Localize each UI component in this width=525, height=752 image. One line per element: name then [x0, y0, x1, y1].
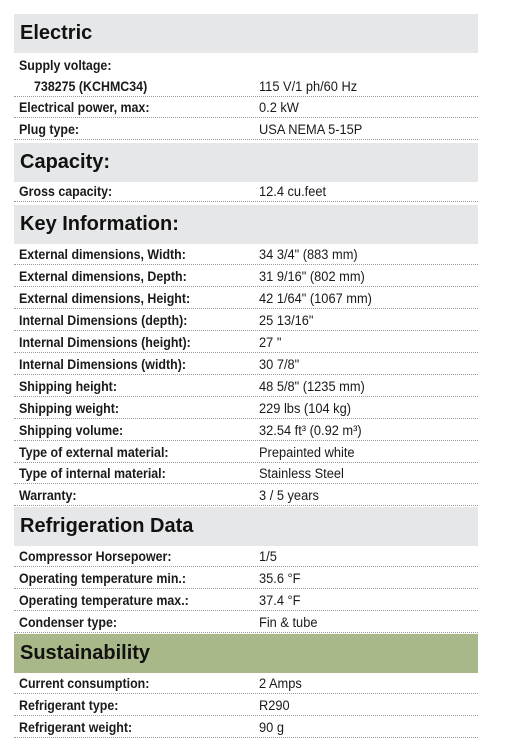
spec-row [14, 119, 478, 140]
spec-label: Refrigerant type: [19, 698, 119, 713]
spec-row [14, 463, 478, 484]
spec-row [14, 332, 478, 353]
spec-label: Electrical power, max: [19, 100, 150, 115]
spec-value: 1/5 [259, 549, 277, 564]
section-header-capacity [14, 143, 478, 182]
spec-value: Fin & tube [259, 615, 318, 630]
spec-label: Supply voltage: [19, 58, 112, 73]
spec-label: Operating temperature max.: [19, 593, 189, 608]
spec-label: Shipping weight: [19, 401, 120, 416]
spec-value: 90 g [259, 720, 284, 735]
spec-row [14, 546, 478, 567]
spec-label: 738275 (KCHMC34) [34, 79, 148, 94]
spec-value: 27 " [259, 335, 282, 350]
spec-row [14, 181, 478, 202]
section-title: Capacity: [20, 151, 111, 173]
spec-row [14, 398, 478, 419]
spec-value: 31 9/16" (802 mm) [259, 269, 365, 284]
spec-row [14, 590, 478, 611]
section-title: Key Information: [20, 213, 179, 235]
spec-label: Warranty: [19, 488, 77, 503]
spec-label: Type of external material: [19, 445, 169, 460]
spec-label: External dimensions, Width: [19, 247, 186, 262]
spec-row [14, 612, 478, 633]
spec-value: R290 [259, 698, 290, 713]
spec-row [14, 695, 478, 716]
spec-row [14, 717, 478, 738]
spec-label: Internal Dimensions (depth): [19, 313, 188, 328]
spec-value: 0.2 kW [259, 100, 299, 115]
spec-label: Gross capacity: [19, 184, 113, 199]
section-header-key-information [14, 205, 478, 244]
spec-value: 35.6 °F [259, 571, 301, 586]
spec-value: 34 3/4" (883 mm) [259, 247, 358, 262]
spec-label: External dimensions, Depth: [19, 269, 187, 284]
spec-row [14, 310, 478, 331]
spec-value: 32.54 ft³ (0.92 m³) [259, 423, 362, 438]
spec-label: Internal Dimensions (height): [19, 335, 191, 350]
spec-value: 42 1/64" (1067 mm) [259, 291, 372, 306]
spec-value: 229 lbs (104 kg) [259, 401, 351, 416]
spec-label: Condenser type: [19, 615, 118, 630]
section-header-sustainability [14, 634, 478, 673]
spec-row [14, 420, 478, 441]
spec-row [14, 485, 478, 506]
spec-label: Compressor Horsepower: [19, 549, 172, 564]
spec-row [14, 244, 478, 265]
spec-value: USA NEMA 5-15P [259, 122, 363, 137]
spec-value: 25 13/16" [259, 313, 314, 328]
spec-row [14, 55, 478, 76]
spec-value: Prepainted white [259, 445, 355, 460]
spec-row [14, 97, 478, 118]
spec-row [14, 266, 478, 287]
spec-row [14, 376, 478, 397]
spec-label: Shipping volume: [19, 423, 124, 438]
spec-row [14, 568, 478, 589]
spec-label: Current consumption: [19, 676, 150, 691]
spec-label: Operating temperature min.: [19, 571, 187, 586]
section-header-refrigeration [14, 507, 478, 546]
spec-row [14, 673, 478, 694]
spec-value: 115 V/1 ph/60 Hz [259, 79, 358, 94]
spec-value: 37.4 °F [259, 593, 301, 608]
section-title: Sustainability [20, 642, 151, 664]
spec-row [14, 442, 478, 463]
spec-value: 3 / 5 years [259, 488, 319, 503]
spec-row [14, 288, 478, 309]
spec-value: 2 Amps [259, 676, 302, 691]
spec-label: Type of internal material: [19, 466, 166, 481]
spec-value: 30 7/8" [259, 357, 300, 372]
spec-label: Shipping height: [19, 379, 117, 394]
section-header-electric [14, 14, 478, 53]
spec-label: Refrigerant weight: [19, 720, 133, 735]
section-title: Refrigeration Data [20, 515, 194, 537]
spec-label: Plug type: [19, 122, 80, 137]
spec-label: External dimensions, Height: [19, 291, 191, 306]
spec-value: Stainless Steel [259, 466, 344, 481]
spec-row [14, 354, 478, 375]
section-title: Electric [20, 22, 93, 44]
spec-row [14, 76, 478, 97]
spec-value: 12.4 cu.feet [259, 184, 327, 199]
spec-label: Internal Dimensions (width): [19, 357, 186, 372]
spec-value: 48 5/8" (1235 mm) [259, 379, 365, 394]
